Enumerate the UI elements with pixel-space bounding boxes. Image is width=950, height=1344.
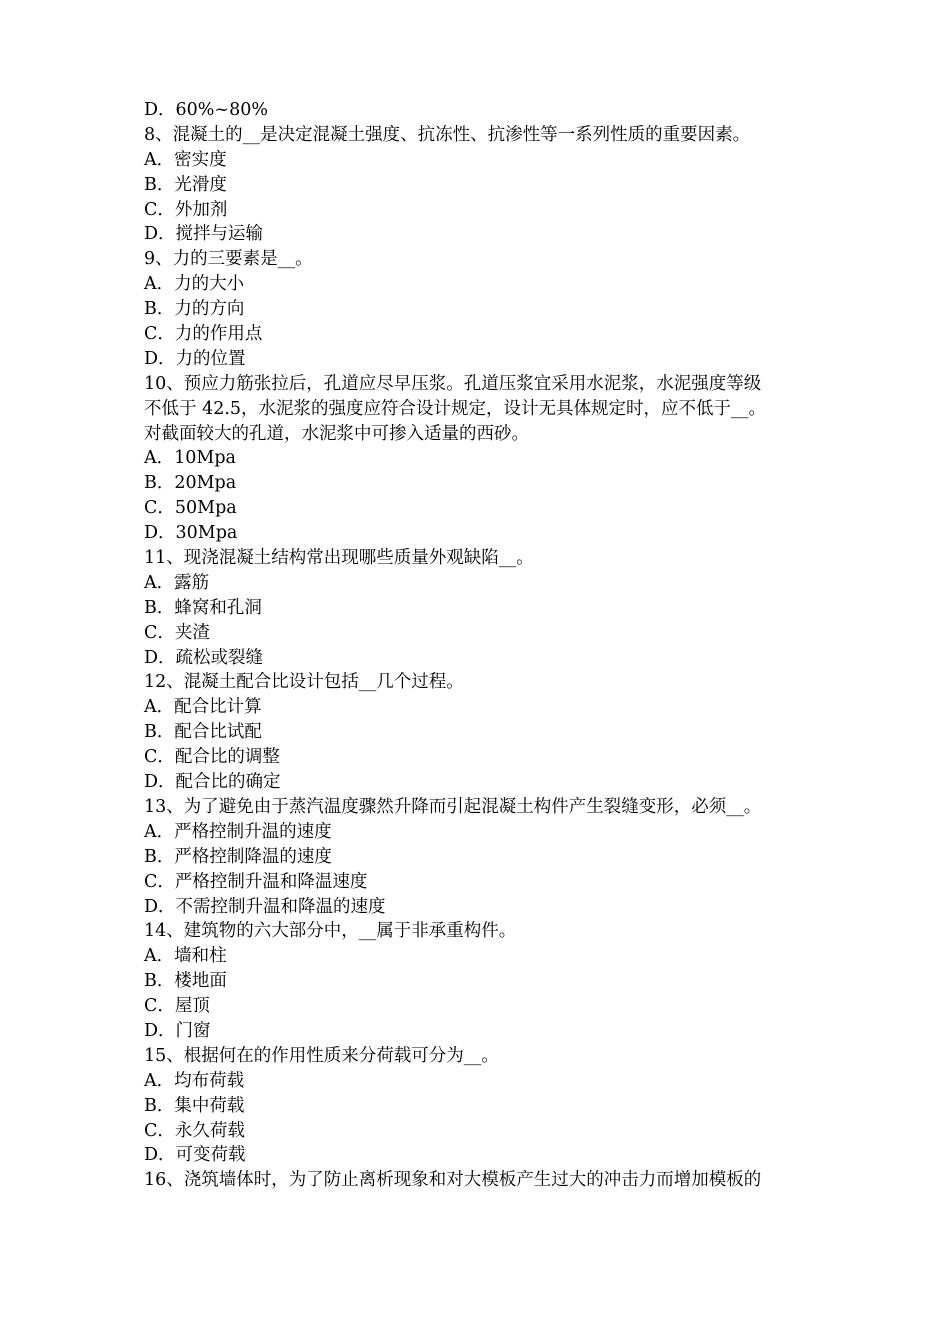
option-line: C．50Mpa <box>144 498 237 519</box>
question-line: 16、浇筑墙体时，为了防止离析现象和对大模板产生过大的冲击力而增加模板的 <box>144 1170 762 1191</box>
option-line: D．可变荷载 <box>144 1145 246 1166</box>
option-line: C．夹渣 <box>144 622 210 643</box>
option-line: B．光滑度 <box>144 174 227 195</box>
option-line: A．露筋 <box>144 572 210 593</box>
option-line: D．疏松或裂缝 <box>144 647 264 668</box>
document-page <box>144 98 824 1193</box>
option-line: B．严格控制降温的速度 <box>144 846 332 867</box>
option-line: A．配合比计算 <box>144 697 262 718</box>
question-line: 8、混凝土的__是决定混凝土强度、抗冻性、抗渗性等一系列性质的重要因素。 <box>144 124 751 145</box>
option-line: B．楼地面 <box>144 971 227 992</box>
question-line: 10、预应力筋张拉后，孔道应尽早压浆。孔道压浆宜采用水泥浆，水泥强度等级 <box>144 373 762 394</box>
question-line: 14、建筑物的六大部分中，__属于非承重构件。 <box>144 921 517 942</box>
option-line: A．均布荷载 <box>144 1070 245 1091</box>
question-line: 15、根据何在的作用性质来分荷载可分为__。 <box>144 1045 499 1066</box>
option-line: C．外加剂 <box>144 199 228 220</box>
option-line: C．屋顶 <box>144 996 210 1017</box>
option-line: B．配合比试配 <box>144 722 262 743</box>
option-line: D．搅拌与运输 <box>144 224 264 245</box>
question-line: 对截面较大的孔道，水泥浆中可掺入适量的西砂。 <box>144 423 529 444</box>
option-line: D．力的位置 <box>144 348 246 369</box>
question-line: 12、混凝土配合比设计包括__几个过程。 <box>144 672 464 693</box>
question-line: 9、力的三要素是__。 <box>144 249 313 270</box>
option-line: C．严格控制升温和降温速度 <box>144 871 368 892</box>
question-line: 11、现浇混凝土结构常出现哪些质量外观缺陷__。 <box>144 548 534 569</box>
option-line: B．20Mpa <box>144 473 237 494</box>
option-line: A．密实度 <box>144 149 227 170</box>
option-line: D．门窗 <box>144 1020 211 1041</box>
option-line: A．10Mpa <box>144 448 236 469</box>
option-line: B．蜂窝和孔洞 <box>144 597 262 618</box>
option-line: C．配合比的调整 <box>144 747 280 768</box>
option-line: C．永久荷载 <box>144 1120 245 1141</box>
option-line: D．30Mpa <box>144 523 238 544</box>
question-line: 13、为了避免由于蒸汽温度骤然升降而引起混凝土构件产生裂缝变形，必须__。 <box>144 796 762 817</box>
option-line: D．配合比的确定 <box>144 772 281 793</box>
option-line: A．墙和柱 <box>144 946 227 967</box>
option-line: D．60%~80% <box>144 100 268 120</box>
option-line: A．力的大小 <box>144 274 245 295</box>
option-line: B．集中荷载 <box>144 1095 245 1116</box>
option-line: D．不需控制升温和降温的速度 <box>144 896 386 917</box>
option-line: B．力的方向 <box>144 299 245 320</box>
question-line: 不低于 42.5，水泥浆的强度应符合设计规定，设计无具体规定时，应不低于__。 <box>144 398 767 419</box>
option-line: A．严格控制升温的速度 <box>144 821 332 842</box>
option-line: C．力的作用点 <box>144 324 263 345</box>
